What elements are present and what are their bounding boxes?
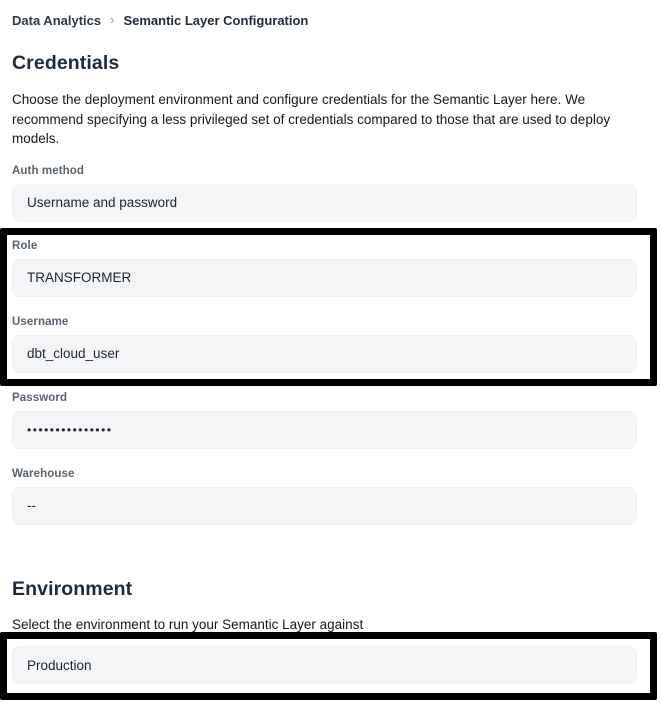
field-group-role <box>12 240 637 297</box>
role-value: TRANSFORMER <box>27 270 132 285</box>
username-label: Username <box>12 315 69 328</box>
environment-select[interactable] <box>12 646 637 684</box>
warehouse-value: -- <box>27 498 36 513</box>
breadcrumb-item-current: Semantic Layer Configuration <box>123 12 309 28</box>
auth-method-value: Username and password <box>27 195 178 210</box>
username-input[interactable] <box>12 335 637 373</box>
field-group-environment <box>12 646 637 684</box>
field-group-username <box>12 316 637 373</box>
role-input[interactable] <box>12 259 637 297</box>
username-value: dbt_cloud_user <box>27 346 120 361</box>
password-masked-value: ••••••••••••••• <box>27 422 113 437</box>
password-input[interactable] <box>12 411 637 449</box>
field-group-warehouse <box>12 468 637 525</box>
chevron-right-icon: › <box>110 11 115 27</box>
environment-heading: Environment <box>12 577 133 600</box>
environment-description: Select the environment to run your Semantic Layer against <box>12 616 364 632</box>
auth-method-label: Auth method <box>12 164 85 177</box>
field-group-auth-method <box>12 165 637 222</box>
password-label: Password <box>12 391 68 404</box>
breadcrumb-item-data-analytics[interactable]: Data Analytics <box>12 12 102 28</box>
role-label: Role <box>12 239 38 252</box>
breadcrumb <box>12 12 637 28</box>
warehouse-input[interactable] <box>12 487 637 525</box>
environment-value: Production <box>27 657 92 673</box>
auth-method-select[interactable] <box>12 184 637 222</box>
credentials-heading: Credentials <box>12 52 120 74</box>
warehouse-label: Warehouse <box>12 467 75 480</box>
field-group-password <box>12 392 637 449</box>
credentials-description: Choose the deployment environment and configure credentials for the Semantic Layer here. We recommend specifying a less privileged set of credentials compared to those that are used to deploy models. <box>12 92 611 146</box>
